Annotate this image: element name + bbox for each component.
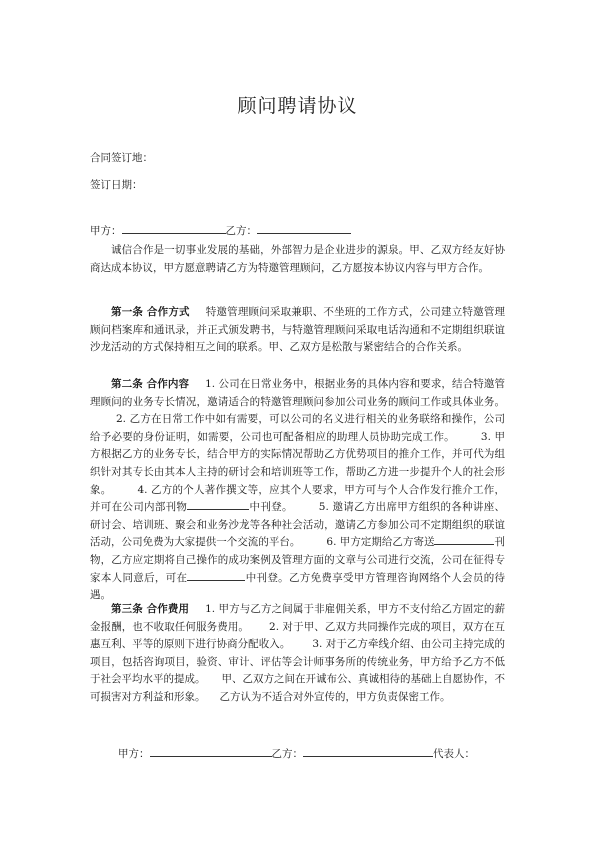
document-title: 顾问聘请协议 [237, 95, 358, 117]
party-b-label: 乙方： [225, 225, 257, 237]
article-3-part-5: 乙方认为不适合对外宣传的，甲方负责保密工作。 [219, 690, 451, 703]
journal-blank-3 [187, 570, 245, 581]
article-1-heading: 第一条 合作方式 [111, 306, 190, 318]
article-2-part-6a: 6. 甲方定期给乙方寄送 [326, 536, 435, 549]
party-a-blank [122, 223, 226, 234]
signature-party-b-label: 乙方： [271, 748, 303, 760]
intro-paragraph: 诚信合作是一切事业发展的基础，外部智力是企业进步的源泉。甲、乙双方经友好协商达成本协议，甲方愿意聘请乙方为特邀管理顾问，乙方愿按本协议内容与甲方合作。 [90, 244, 505, 274]
article-1-text: 特邀管理顾问采取兼职、不坐班的工作方式，公司建立特邀管理顾问档案库和通讯录，并正式颁发聘书，与特邀管理顾问采取电话沟通和不定期组织联谊沙龙活动的方式保持相互之间的联系。甲、乙双方是松散与紧密结合的合作关系。 [90, 306, 506, 354]
party-b-blank [257, 223, 351, 234]
contract-place-line [90, 150, 153, 165]
signature-representative-label: 代表人： [433, 748, 475, 760]
article-3-heading: 第三条 合作费用 [111, 603, 190, 615]
article-2-part-4a: 4. 乙方的个人著作撰文等，应其个人要求，甲方可与个人合作发行推介工作，并可在公司内部刊物 [90, 483, 505, 514]
journal-blank-2 [434, 534, 494, 545]
contract-place-label: 合同签订地： [90, 152, 153, 164]
article-3-part-2: 2. 对于甲、乙双方共同操作完成的项目，双方在互惠互利、平等的原则下进行协商分配收入。 [90, 620, 506, 651]
article-1 [90, 304, 505, 357]
signature-party-b-blank [303, 746, 433, 757]
party-a-label: 甲方： [90, 225, 122, 237]
article-3 [90, 601, 505, 707]
article-2-part-6c: 中刊登。乙方免费享受甲方管理咨询网络个人会员的待遇。 [90, 571, 506, 602]
article-3-part-1: 1. 甲方与乙方之间属于非雇佣关系，甲方不支付给乙方固定的薪金报酬，也不收取任何服务费用。 [90, 603, 506, 633]
article-2-part-3: 3. 甲方根据乙方的业务专长，结合甲方的实际情况帮助乙方优势项目的推介工作，并可代为组织针对其专长由其本人主持的研讨会和培训班等工作，帮助乙方进一步提升个人的社会形象。 [90, 430, 505, 496]
signature-party-a-blank [150, 746, 272, 757]
article-2-part-2: 2. 乙方在日常工作中如有需要，可以公司的名义进行相关的业务联络和操作，公司给予必要的身份证明，如需要，公司也可配备相应的助理人员协助完成工作。 [90, 413, 505, 443]
article-3-part-3: 3. 对于乙方牵线介绍、由公司主持完成的项目，包括咨询项目，验资、审计、评估等会计师事务所的传统业务，甲方给予乙方不低于社会平均水平的提成。 [90, 638, 506, 686]
article-2-part-6b: 刊物，乙方应定期将自己操作的成功案例及管理方面的文章与公司进行交流，公司在征得专家本人同意后，可在 [90, 536, 506, 584]
article-2-part-5: 5. 邀请乙方出席甲方组织的各种讲座、研讨会、培训班、聚会和业务沙龙等各种社会活动，邀请乙方参加公司不定期组织的联谊活动，公司免费为大家提供一个交流的平台。 [90, 501, 506, 549]
journal-blank-1 [187, 499, 249, 510]
signature-party-a-label: 甲方： [118, 748, 150, 760]
sign-date-line [90, 177, 143, 192]
article-2-heading: 第二条 合作内容 [111, 378, 190, 390]
parties-line [90, 223, 351, 238]
article-2 [90, 376, 505, 605]
sign-date-label: 签订日期： [90, 179, 143, 191]
signature-line [118, 746, 475, 761]
article-2-part-1: 1. 公司在日常业务中，根据业务的具体内容和要求，结合特邀管理顾问的业务专长情况，邀请适合的特邀管理顾问参加公司业务的顾问工作或具体业务。 [90, 378, 506, 408]
article-2-part-4b: 中刊登。 [249, 501, 293, 514]
article-3-part-4: 甲、乙双方之间在开诚布公、真诚相待的基础上自愿协作，不可损害对方利益和形象。 [90, 673, 505, 703]
